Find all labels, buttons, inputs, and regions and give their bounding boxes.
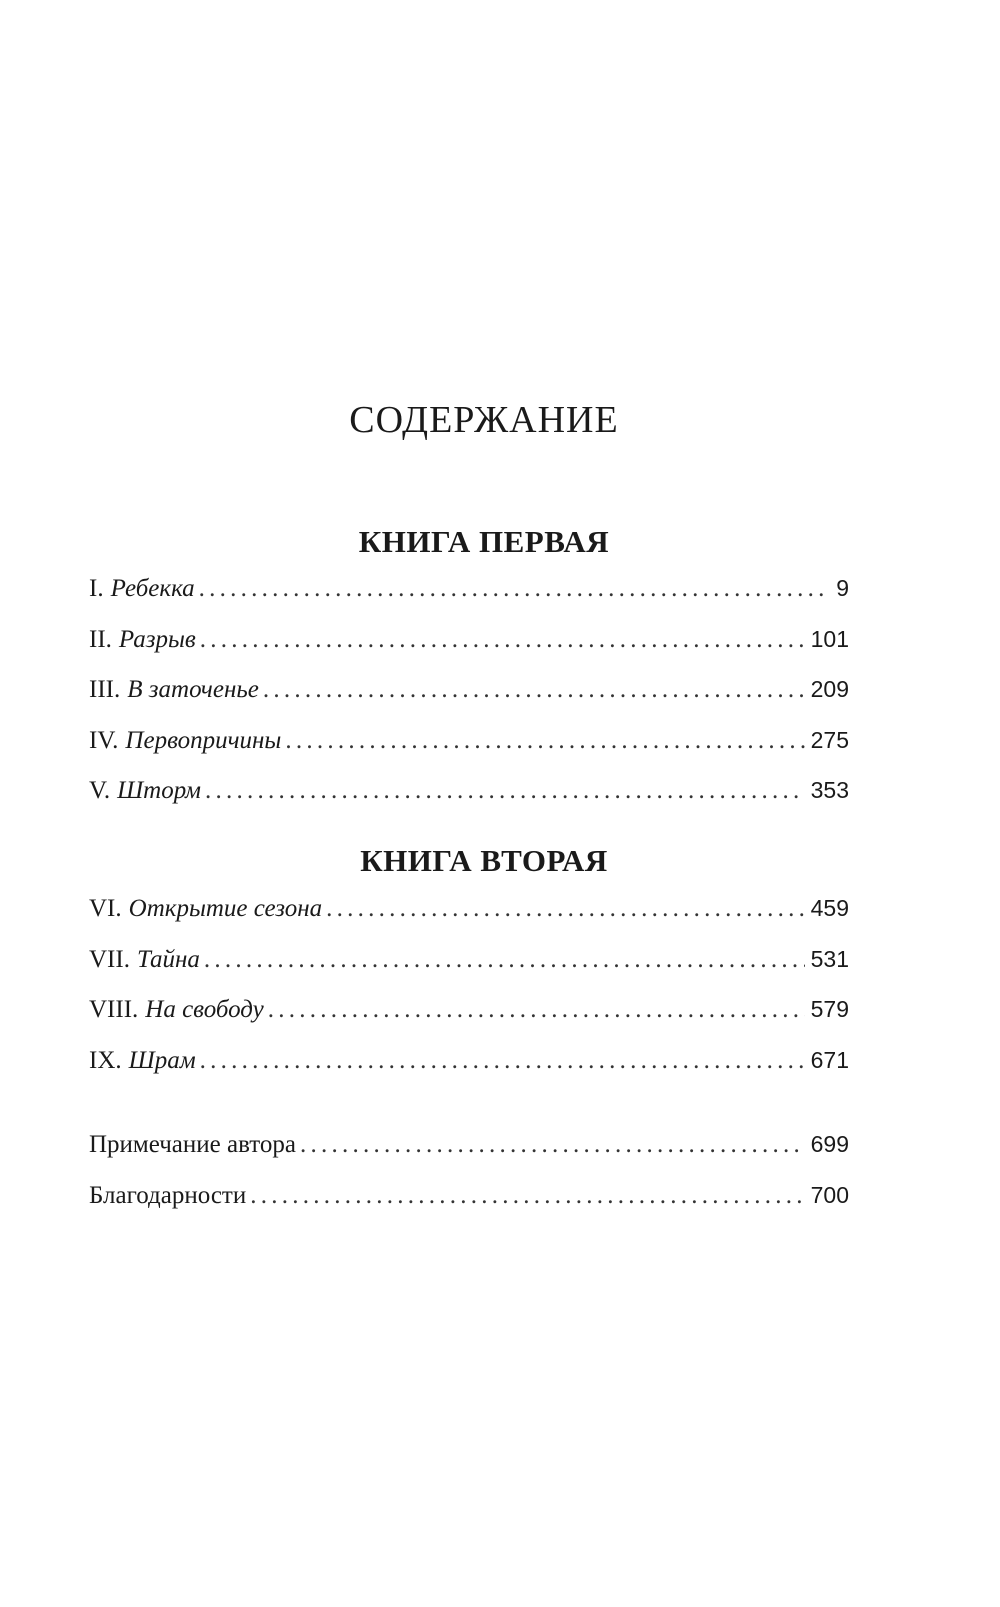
book-heading-2: КНИГА ВТОРАЯ xyxy=(360,843,608,878)
dot-leader xyxy=(250,1182,804,1210)
page-number: 700 xyxy=(810,1181,849,1208)
page-number: 101 xyxy=(810,625,849,652)
toc-entry[interactable] xyxy=(89,895,849,946)
chapter-number: I. xyxy=(89,575,104,602)
chapter-title: В заточенье xyxy=(127,676,259,703)
toc-entry[interactable] xyxy=(89,1047,849,1098)
section-title: Примечание автора xyxy=(89,1131,296,1158)
book-heading-1: КНИГА ПЕРВАЯ xyxy=(358,524,610,559)
page-number: 459 xyxy=(810,895,849,921)
chapter-number: IV. xyxy=(89,726,119,754)
page-number: 275 xyxy=(810,726,849,753)
chapter-title: Шторм xyxy=(117,777,201,804)
toc-entry[interactable] xyxy=(89,626,849,677)
dot-leader xyxy=(263,676,805,704)
page-number: 9 xyxy=(836,575,849,601)
chapter-number: III. xyxy=(89,676,121,703)
dot-leader xyxy=(268,996,805,1024)
chapter-title: Разрыв xyxy=(118,625,196,653)
chapter-number: VII. xyxy=(89,945,130,973)
dot-leader xyxy=(200,626,805,654)
book-1-chapter-list xyxy=(89,575,849,828)
toc-entry[interactable] xyxy=(89,1131,849,1182)
chapter-number: VIII. xyxy=(89,996,139,1023)
toc-entry[interactable] xyxy=(89,575,849,626)
toc-entry[interactable] xyxy=(89,946,849,997)
chapter-title: Тайна xyxy=(136,945,200,973)
chapter-title: Шрам xyxy=(128,1046,196,1074)
page-number: 531 xyxy=(810,945,849,972)
toc-entry[interactable] xyxy=(89,727,849,778)
page-title: СОДЕРЖАНИЕ xyxy=(349,399,619,441)
chapter-number: II. xyxy=(89,625,112,653)
chapter-title: Ребекка xyxy=(110,575,195,602)
dot-leader xyxy=(326,895,804,923)
back-matter-list xyxy=(89,1131,849,1232)
page-number: 209 xyxy=(810,676,849,702)
dot-leader xyxy=(204,946,805,974)
chapter-number: IX. xyxy=(89,1046,122,1074)
dot-leader xyxy=(205,777,805,805)
section-title: Благодарности xyxy=(89,1181,247,1209)
dot-leader xyxy=(300,1131,805,1159)
page-number: 579 xyxy=(810,996,849,1022)
dot-leader xyxy=(199,575,831,603)
toc-entry[interactable] xyxy=(89,1182,849,1233)
toc-entry[interactable] xyxy=(89,676,849,727)
page-number: 699 xyxy=(810,1131,849,1157)
chapter-title: Первопричины xyxy=(125,726,282,754)
dot-leader xyxy=(200,1047,805,1075)
page-number: 671 xyxy=(810,1046,849,1073)
chapter-title: Открытие сезона xyxy=(128,895,323,922)
book-2-chapter-list xyxy=(89,895,849,1097)
toc-entry[interactable] xyxy=(89,996,849,1047)
toc-entry[interactable] xyxy=(89,777,849,828)
chapter-title: На свободу xyxy=(145,996,264,1023)
page-number: 353 xyxy=(810,777,849,803)
chapter-number: VI. xyxy=(89,895,122,922)
chapter-number: V. xyxy=(89,777,111,804)
dot-leader xyxy=(285,727,804,755)
